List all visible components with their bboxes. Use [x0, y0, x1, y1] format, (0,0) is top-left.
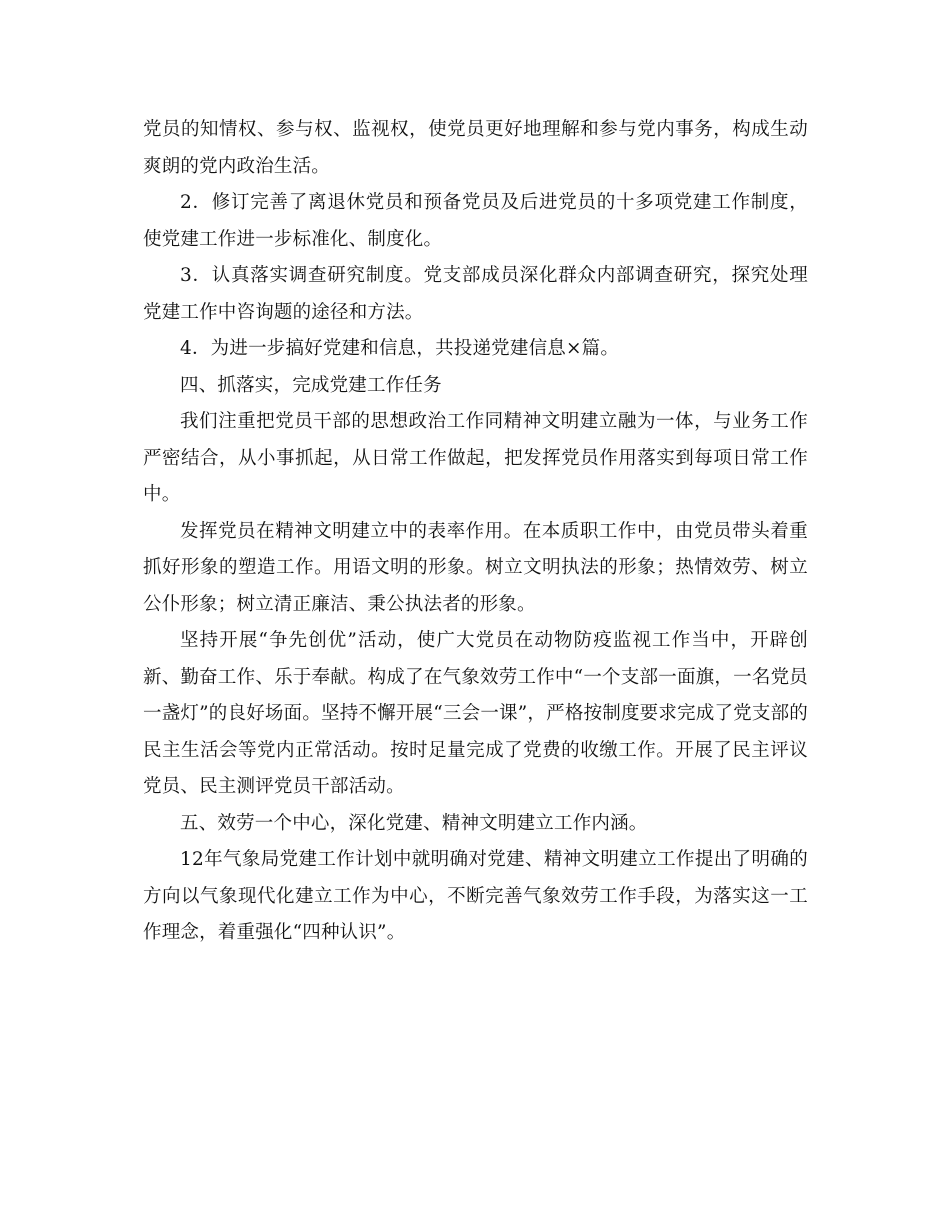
section-heading: 四、抓落实，完成党建工作任务 — [180, 374, 442, 396]
paragraph: 发挥党员在精神文明建立中的表率作用。在本质职工作中，由党员带头着重抓好形象的塑造工作。用语文明的形象。树立文明执法的形象；热情效劳、树立公仆形象；树立清正廉洁、秉公执法者的形象。 — [143, 520, 808, 615]
section-heading: 五、效劳一个中心，深化党建、精神文明建立工作内涵。 — [180, 812, 648, 834]
paragraph: 我们注重把党员干部的思想政治工作同精神文明建立融为一体，与业务工作严密结合，从小事抓起，从日常工作做起，把发挥党员作用落实到每项日常工作中。 — [143, 411, 808, 505]
paragraph: 党员的知情权、参与权、监视权，使党员更好地理解和参与党内事务，构成生动爽朗的党内政治生活。 — [143, 119, 808, 177]
paragraph: 12年气象局党建工作计划中就明确对党建、精神文明建立工作提出了明确的方向以气象现代化建立工作为中心，不断完善气象效劳工作手段，为落实这一工作理念，着重强化“四种认识”。 — [143, 849, 808, 943]
document-body — [143, 112, 808, 952]
paragraph: 2．修订完善了离退休党员和预备党员及后进党员的十多项党建工作制度，使党建工作进一步标准化、制度化。 — [143, 192, 808, 250]
paragraph: 4．为进一步搞好党建和信息，共投递党建信息×篇。 — [180, 338, 620, 359]
paragraph: 3．认真落实调查研究制度。党支部成员深化群众内部调查研究，探究处理党建工作中咨询题的途径和方法。 — [143, 265, 808, 323]
paragraph: 坚持开展“争先创优”活动，使广大党员在动物防疫监视工作当中，开辟创新、勤奋工作、乐于奉献。构成了在气象效劳工作中“一个支部一面旗，一名党员一盏灯”的良好场面。坚持不懈开展“三会一课”，严格按制度要求完成了党支部的民主生活会等党内正常活动。按时足量完成了党费的收缴工作。开展了民主评议党员、民主测评党员干部活动。 — [143, 630, 808, 797]
